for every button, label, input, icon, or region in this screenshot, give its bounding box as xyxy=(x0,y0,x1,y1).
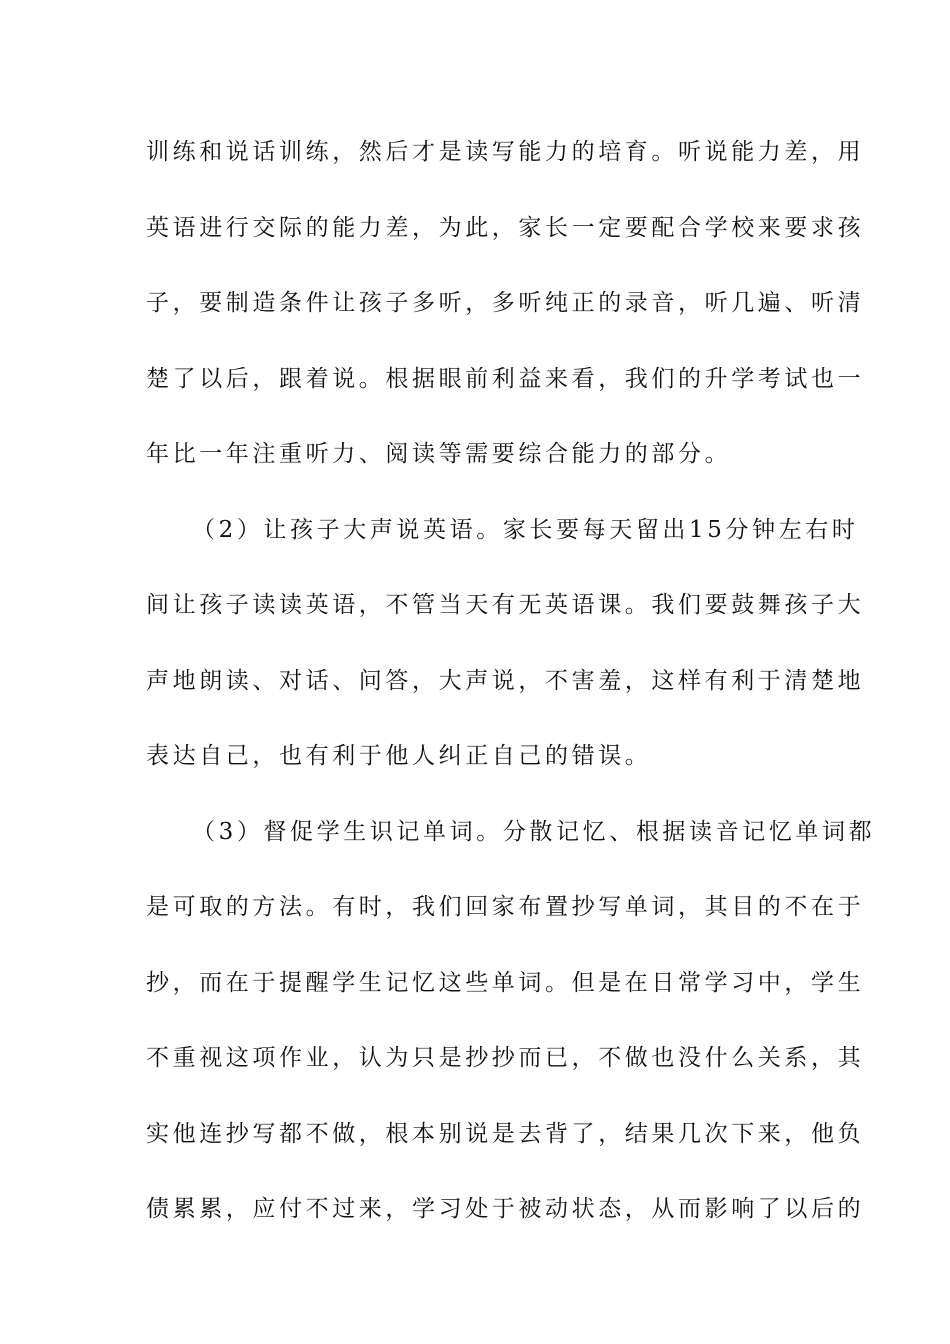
text-line: 年比一年注重听力、阅读等需要综合能力的部分。 xyxy=(146,441,732,467)
text-line: 抄，而在于提醒学生记忆这些单词。但是在日常学习中，学生 xyxy=(146,970,865,996)
text-line: 不重视这项作业，认为只是抄抄而已，不做也没什么关系，其 xyxy=(146,1045,865,1071)
text-line: 声地朗读、对话、问答，大声说，不害羞，这样有利于清楚地 xyxy=(146,668,865,694)
text-line: 实他连抄写都不做，根本别说是去背了，结果几次下来，他负 xyxy=(146,1121,865,1147)
text-line: 训练和说话训练，然后才是读写能力的培育。听说能力差，用 xyxy=(146,139,865,165)
text-line: 债累累，应付不过来，学习处于被动状态，从而影响了以后的 xyxy=(146,1196,865,1222)
text-line: （3）督促学生识记单词。分散记忆、根据读音记忆单词都 xyxy=(192,819,876,845)
text-line: 间让孩子读读英语，不管当天有无英语课。我们要鼓舞孩子大 xyxy=(146,592,865,618)
text-line: （2）让孩子大声说英语。家长要每天留出15分钟左右时 xyxy=(192,517,859,543)
text-line: 表达自己，也有利于他人纠正自己的错误。 xyxy=(146,743,652,769)
text-line: 子，要制造条件让孩子多听，多听纯正的录音，听几遍、听清 xyxy=(146,290,865,316)
text-line: 楚了以后，跟着说。根据眼前利益来看，我们的升学考试也一 xyxy=(146,366,865,392)
text-line: 是可取的方法。有时，我们回家布置抄写单词，其目的不在于 xyxy=(146,894,865,920)
text-line: 英语进行交际的能力差，为此，家长一定要配合学校来要求孩 xyxy=(146,215,865,241)
